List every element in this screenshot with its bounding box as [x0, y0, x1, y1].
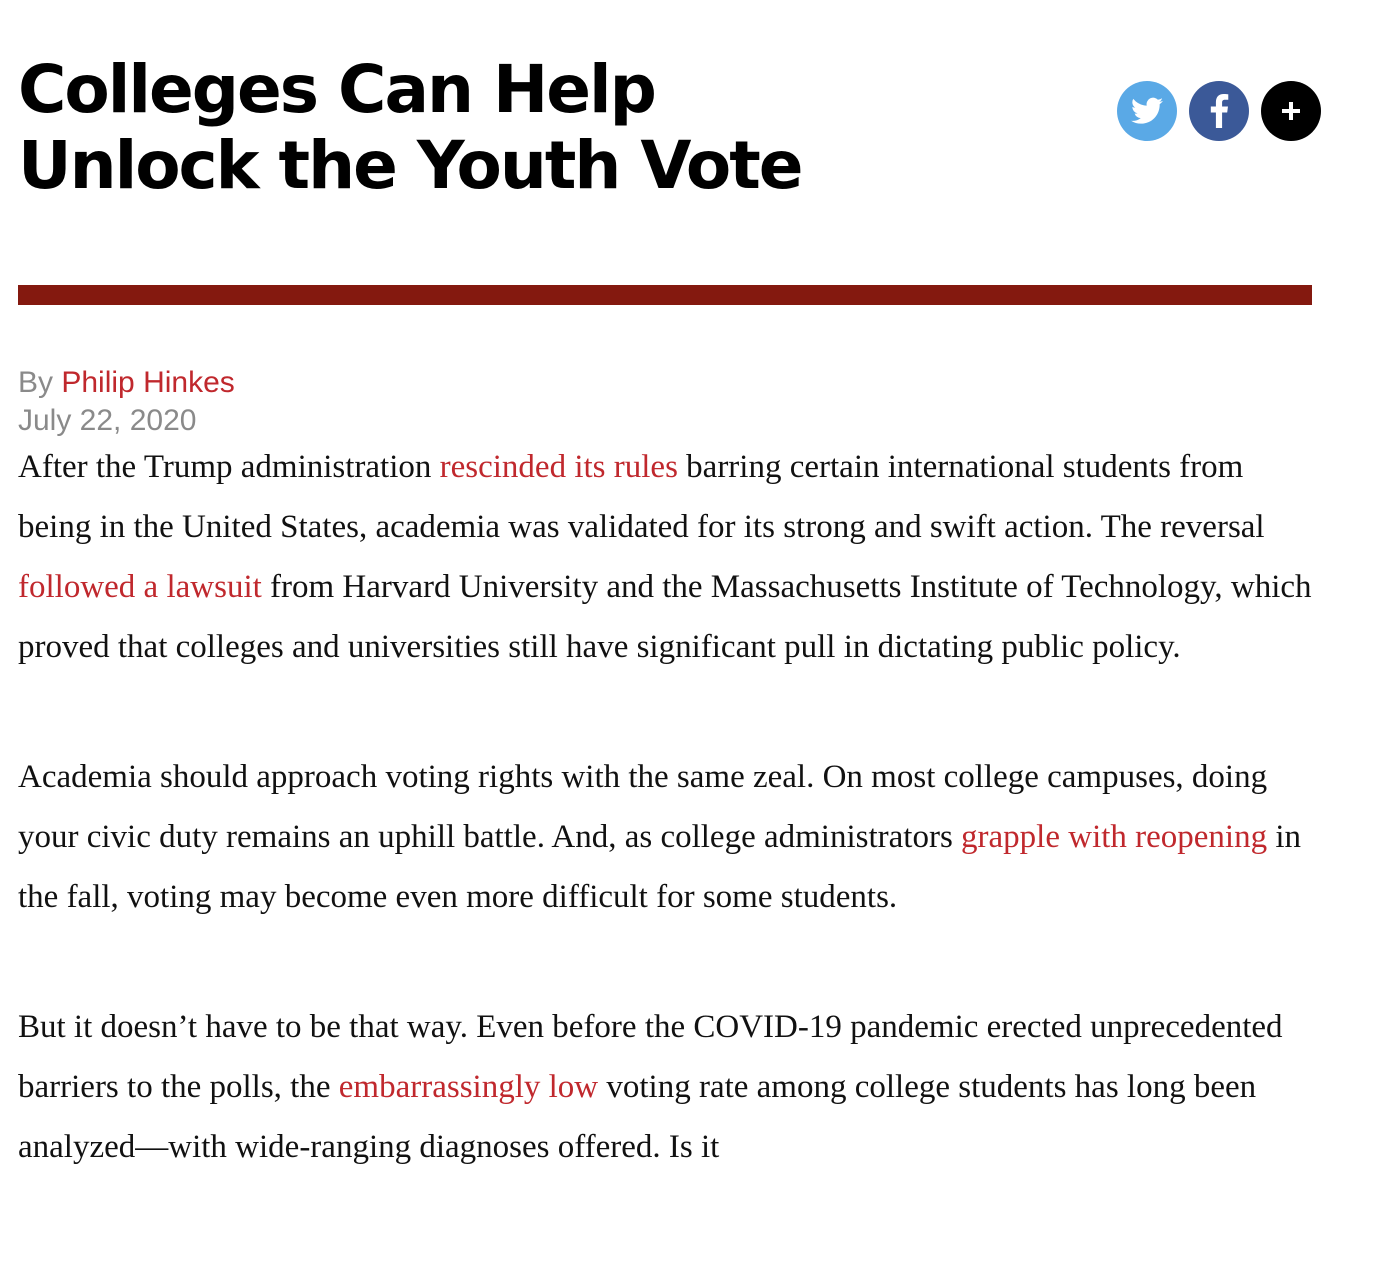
p1-text-1: After the Trump administration: [18, 449, 440, 485]
article-title: [18, 52, 918, 204]
voting-rate-link[interactable]: embarrassingly low: [338, 1069, 599, 1105]
share-buttons: [1117, 81, 1321, 141]
p3-text-2: voting rate among college students has long been analyzed—with wide-ranging diagnoses offered. Is it: [18, 1069, 1257, 1165]
p2-text-1: Academia should approach voting rights with the same zeal. On most college campuses, doing your civic duty remains an uphill battle. And, as college administrators: [18, 759, 1268, 855]
facebook-icon: [1209, 94, 1229, 128]
paragraph-3: [18, 997, 1312, 1177]
author-link[interactable]: Philip Hinkes: [61, 366, 235, 399]
p3-text-1: But it doesn’t have to be that way. Even before the COVID-19 pandemic erected unprecedented barriers to the polls, the: [18, 1009, 1283, 1105]
title-line-2: Unlock the Youth Vote: [18, 127, 802, 204]
paragraph-2: [18, 747, 1312, 927]
more-share-button[interactable]: [1261, 81, 1321, 141]
lawsuit-link[interactable]: followed a lawsuit: [18, 569, 262, 605]
title-line-1: Colleges Can Help: [18, 51, 655, 128]
p2-text-2: in the fall, voting may become even more difficult for some students.: [18, 819, 1302, 915]
publish-date: July 22, 2020: [18, 404, 197, 437]
article-body: [18, 437, 1312, 1247]
plus-icon: [1280, 100, 1302, 122]
article-meta: [18, 364, 235, 440]
article-header: [18, 0, 1312, 285]
twitter-icon: [1131, 97, 1163, 125]
title-divider: [18, 285, 1312, 305]
facebook-share-button[interactable]: [1189, 81, 1249, 141]
reopening-link[interactable]: grapple with reopening: [961, 819, 1268, 855]
rescinded-rules-link[interactable]: rescinded its rules: [439, 449, 678, 485]
paragraph-1: [18, 437, 1312, 677]
twitter-share-button[interactable]: [1117, 81, 1177, 141]
p1-text-3: from Harvard University and the Massachusetts Institute of Technology, which proved that colleges and universities still have significant pull in dictating public policy.: [18, 569, 1312, 665]
p1-text-2: barring certain international students from being in the United States, academia was validated for its strong and swift action. The reversal: [18, 449, 1265, 545]
byline-prefix: By: [18, 366, 54, 399]
article-page: [18, 0, 1312, 1165]
byline: [18, 364, 235, 402]
